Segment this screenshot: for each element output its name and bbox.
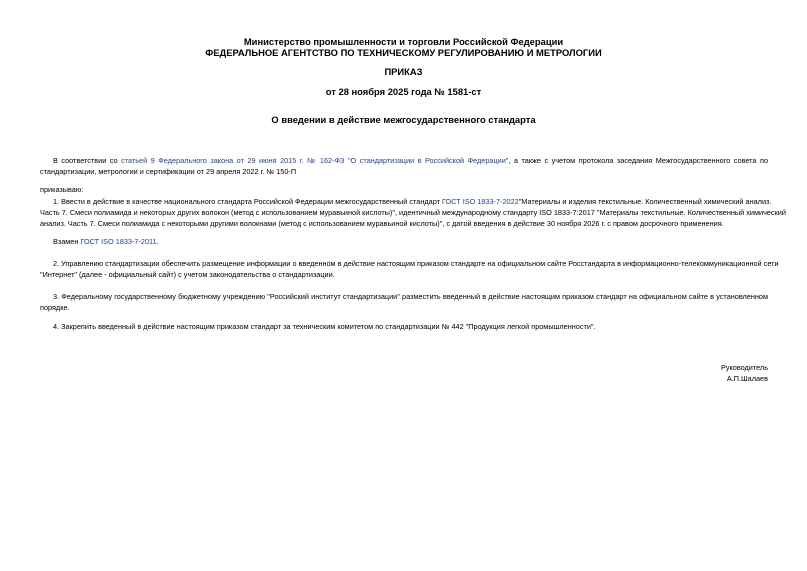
gost-2011-link[interactable]: ГОСТ ISO 1833-7-2011 — [80, 237, 157, 246]
preamble-text-start: В соответствии со — [53, 156, 118, 165]
preamble-text-end: , а также с учетом протокола заседания Межгосударственного совета по — [508, 156, 769, 165]
preamble-line-2: стандартизации, метрологии и сертификации от 29 апреля 2022 г. № 150-П — [40, 167, 297, 176]
item-4-line-1: 4. Закрепить введенный в действие настоящим приказом стандарт за техническим комитетом по стандартизации № 442 "Продукция легкой промышленности". — [53, 322, 596, 331]
item-1-line-2: Часть 7. Смеси полиамида и некоторых других волокон (метод с использованием муравьиной кислоты)", идентичный международному стандарту ISO 1833-7:2017 "Материалы текстильные. Количественный химический — [40, 208, 786, 217]
gost-2022-link[interactable]: ГОСТ ISO 1833-7-2022 — [441, 197, 519, 206]
item-1-line-3: анализ. Часть 7. Смеси полиамида с некоторыми другими волокнами (метод с использованием муравьиной кислоты)", с датой введения в действие 30 ноября 2026 г. с правом досрочного применения. — [40, 219, 724, 228]
signature-name: А.П.Шалаев — [726, 374, 768, 383]
preamble-paragraph — [40, 155, 768, 177]
item-1-text-start: 1. Ввести в действие в качестве национального стандарта Российской Федерации межгосударственный стандарт — [53, 197, 440, 206]
item-1-paragraph — [40, 196, 786, 229]
document-type: ПРИКАЗ — [384, 66, 423, 77]
signature-title: Руководитель — [720, 363, 768, 372]
agency-heading: ФЕДЕРАЛЬНОЕ АГЕНТСТВО ПО ТЕХНИЧЕСКОМУ РЕГУЛИРОВАНИЮ И МЕТРОЛОГИИ — [205, 47, 602, 58]
ministry-heading: Министерство промышленности и торговли Российской Федерации — [243, 36, 564, 47]
item-2-line-1: 2. Управлению стандартизации обеспечить размещение информации о введенном в действие настоящим приказом стандарте на официальном сайте Росстандарта в информационно-телекоммуникационной сети — [53, 259, 779, 268]
replaces-line — [40, 236, 768, 247]
item-3-paragraph — [40, 291, 768, 313]
replaces-label: Взамен — [53, 237, 79, 246]
preamble-line-1 — [40, 155, 768, 166]
item-4-paragraph — [40, 321, 768, 332]
item-1-line-1 — [40, 196, 772, 207]
order-word-text: приказываю: — [40, 185, 84, 194]
item-3-line-2: порядке. — [40, 303, 70, 312]
order-word — [40, 184, 768, 195]
replaces-paragraph — [40, 236, 768, 247]
replaces-suffix: . — [156, 237, 159, 246]
item-1-text-end: "Материалы и изделия текстильные. Количественный химический анализ. — [518, 197, 772, 206]
document-subject: О введении в действие межгосударственного стандарта — [271, 114, 536, 125]
item-2-line-2: "Интернет" (далее - официальный сайт) с учетом законодательства о стандартизации. — [40, 270, 335, 279]
item-2-paragraph — [40, 258, 779, 280]
item-3-line-1: 3. Федеральному государственному бюджетному учреждению "Российский институт стандартизации" разместить введенный в действие настоящим приказом стандарт на официальном сайте в установленном — [53, 292, 768, 301]
document-date-number: от 28 ноября 2025 года № 1581-ст — [325, 86, 482, 97]
law-link[interactable]: статьей 9 Федерального закона от 29 июня 2015 г. № 162-ФЗ "О стандартизации в Российской Федерации" — [121, 156, 509, 165]
